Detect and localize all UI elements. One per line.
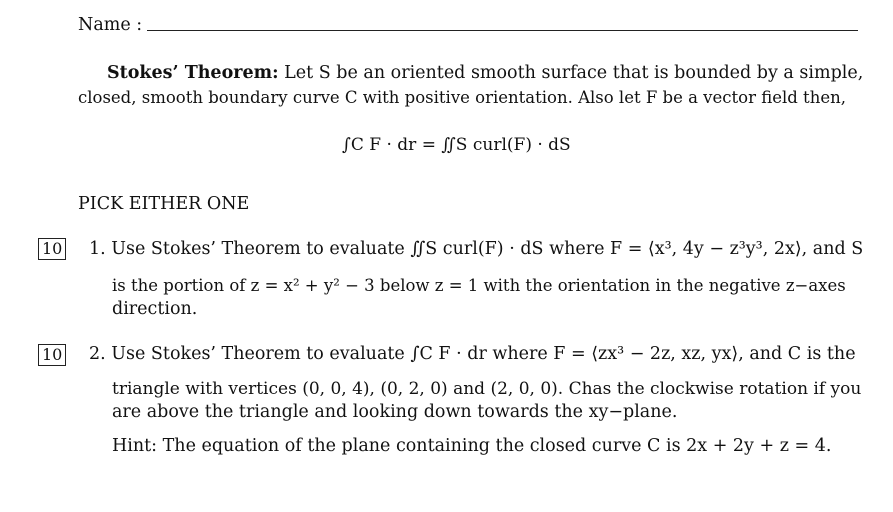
problem-2-hint: Hint: The equation of the plane containing the closed curve C is 2x + 2y + z = 4. xyxy=(112,436,832,456)
problem-1-line-1 xyxy=(89,237,863,261)
problem-1-line-2: is the portion of z = x² + y² − 3 below z = 1 with the orientation in the negative z−axes xyxy=(112,276,846,295)
stokes-formula: ∫C F · dr = ∬S curl(F) · dS xyxy=(342,135,571,155)
problem-2-rest: where F = ⟨zx³ − 2z, xz, yx⟩, and C is the xyxy=(492,344,856,364)
name-label: Name : xyxy=(78,15,143,35)
theorem-text-1: Let S be an oriented smooth surface that is bounded by a simple, xyxy=(284,63,864,83)
theorem-title: Stokes’ Theorem: xyxy=(107,63,279,83)
points-2: 10 xyxy=(38,344,66,366)
problem-2-line-1 xyxy=(89,342,856,366)
problem-2-integral: ∫C F · dr xyxy=(410,344,487,364)
problem-1-number: 1. xyxy=(89,239,106,259)
problem-2-number: 2. xyxy=(89,344,106,364)
problem-2-lead: Use Stokes’ Theorem to evaluate xyxy=(111,344,405,364)
problem-1-integral: ∬S curl(F) · dS xyxy=(410,239,544,259)
problem-2-line-3: are above the triangle and looking down towards the xy−plane. xyxy=(112,402,678,422)
instruction: PICK EITHER ONE xyxy=(78,194,250,214)
problem-2-line-2: triangle with vertices (0, 0, 4), (0, 2, 0) and (2, 0, 0). Chas the clockwise rotation if you xyxy=(112,379,862,399)
points-box-1 xyxy=(38,238,66,260)
problem-1-lead: Use Stokes’ Theorem to evaluate xyxy=(111,239,405,259)
problem-1-line-3: direction. xyxy=(112,299,198,319)
theorem-line-2: closed, smooth boundary curve C with positive orientation. Also let F be a vector field then, xyxy=(78,88,846,107)
points-1: 10 xyxy=(38,238,66,260)
theorem-line-1 xyxy=(107,61,863,85)
points-box-2 xyxy=(38,344,66,366)
problem-1-rest: where F = ⟨x³, 4y − z³y³, 2x⟩, and S xyxy=(549,239,864,259)
name-line xyxy=(147,30,858,31)
